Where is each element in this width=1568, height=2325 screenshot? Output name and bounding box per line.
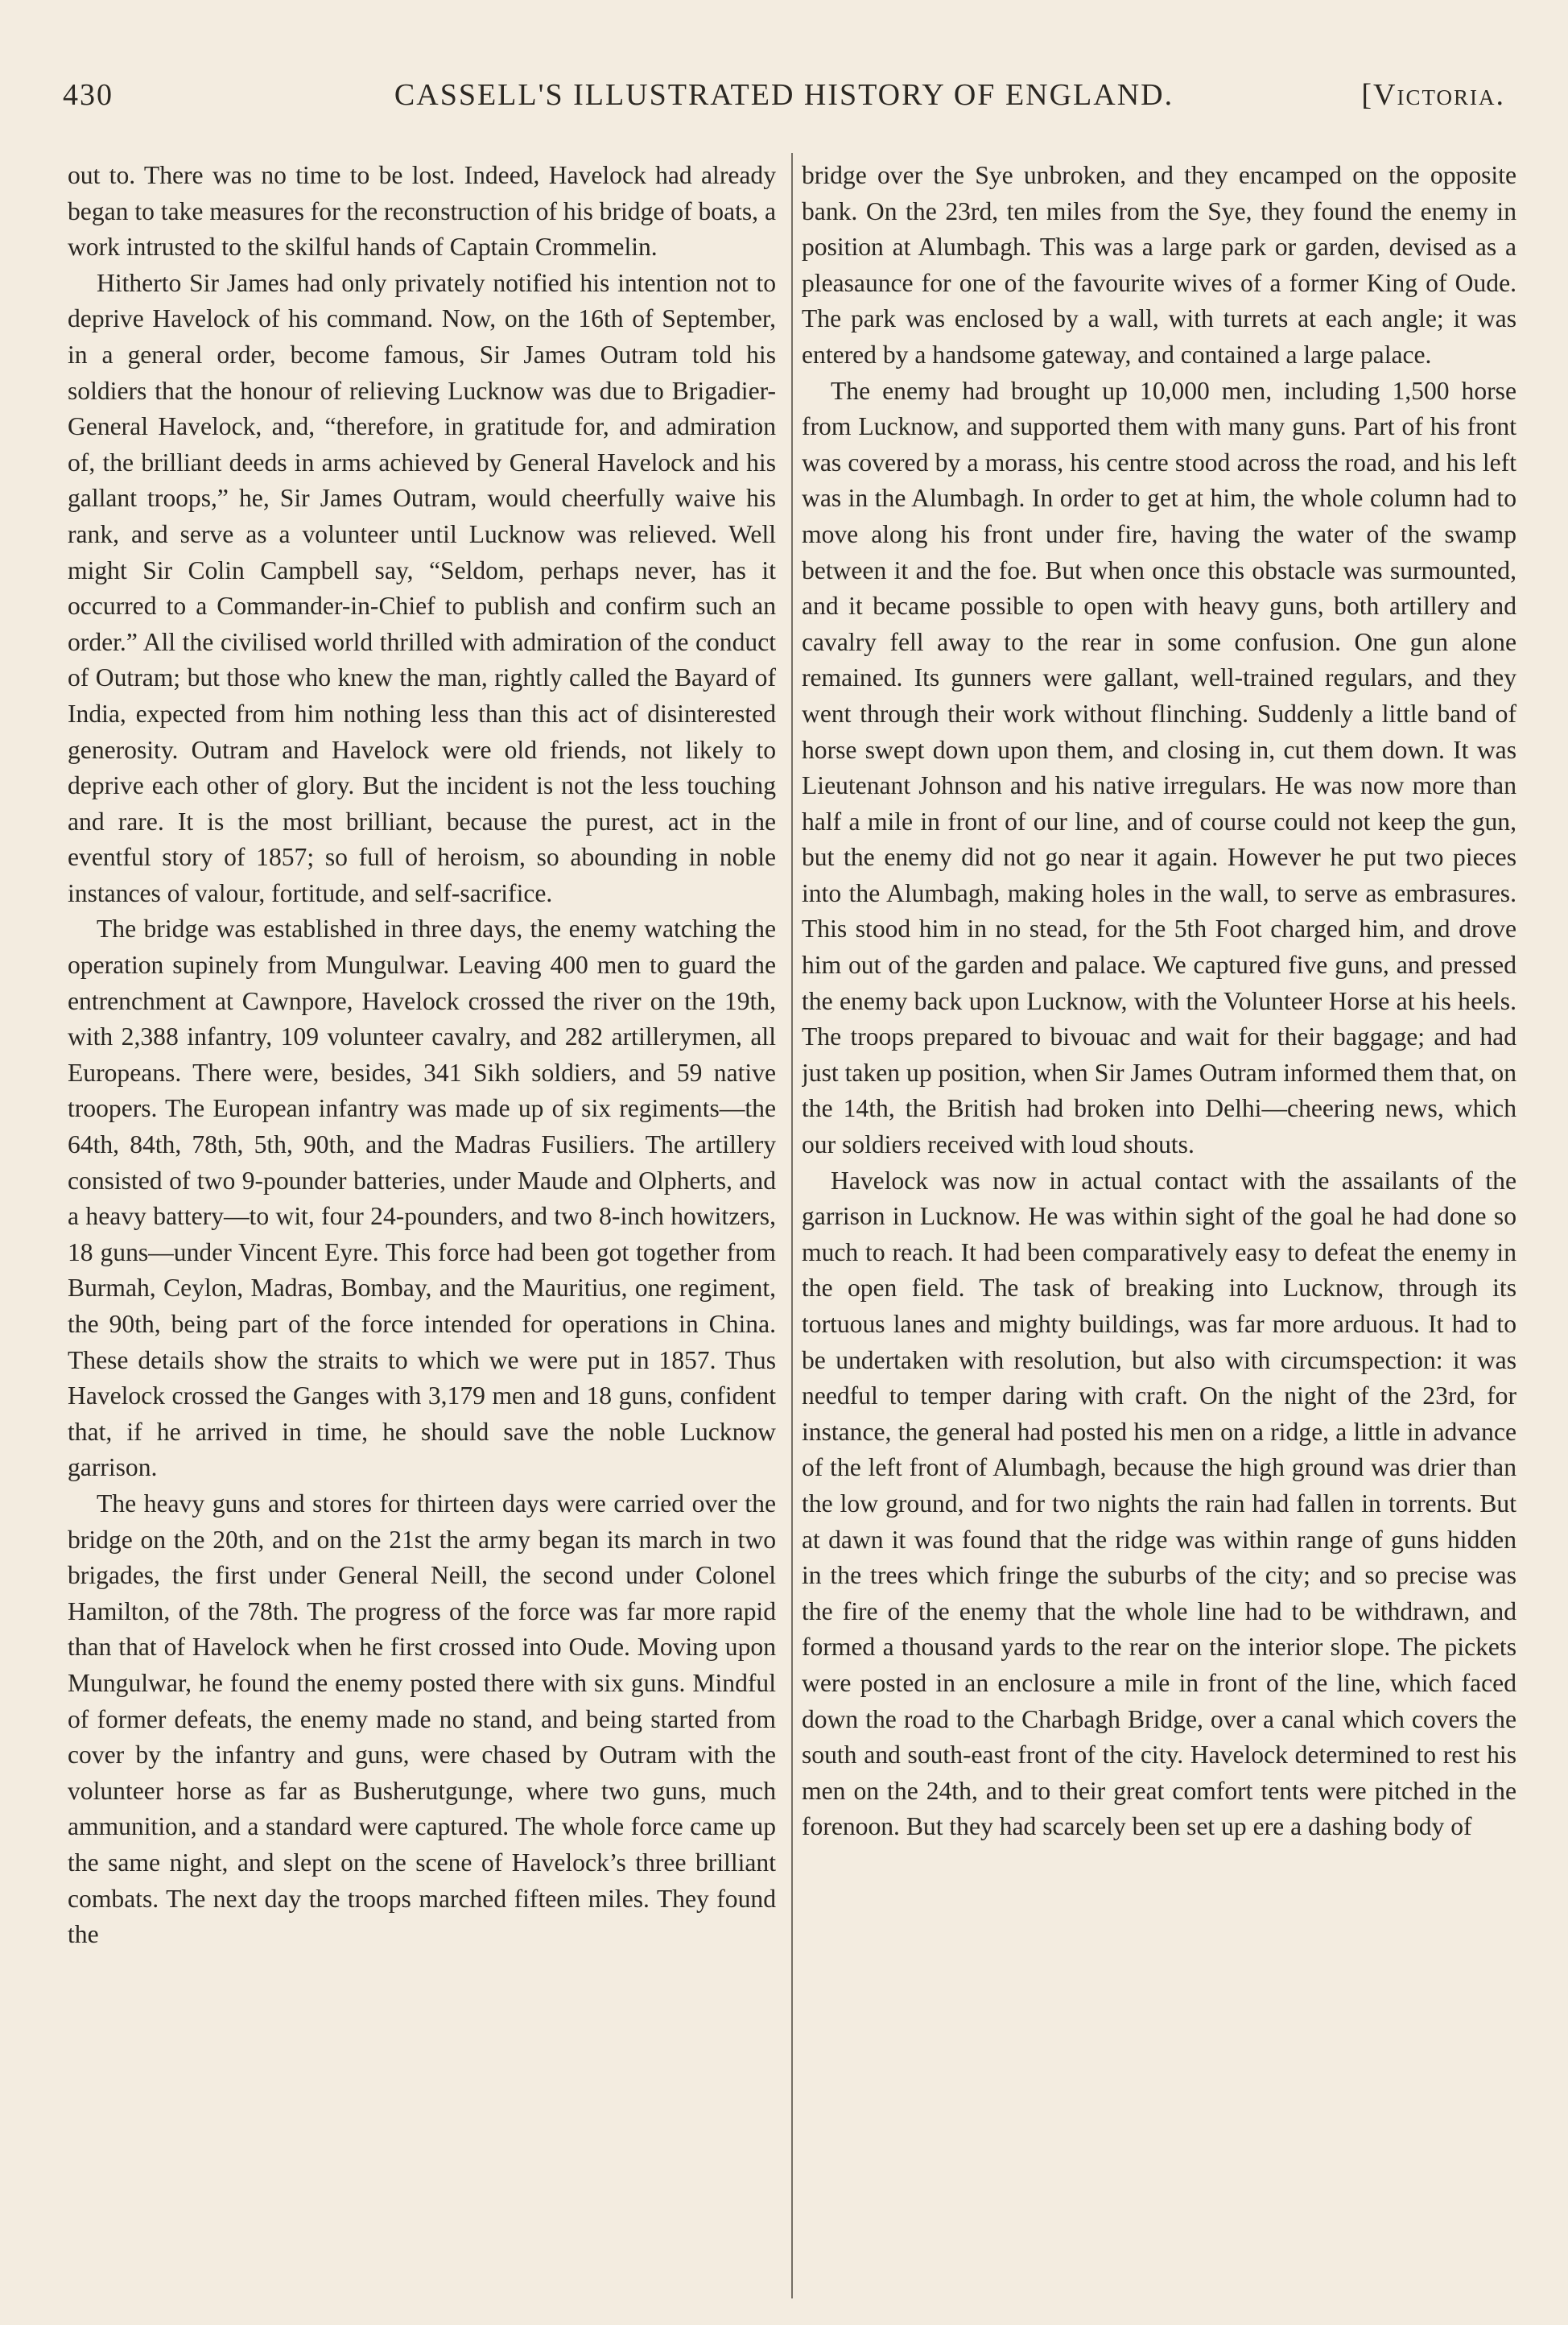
page-number: 430: [63, 78, 113, 112]
paragraph: Hitherto Sir James had only privately notified his intention not to deprive Havelock of his command. Now, on the 16th of September, in a general order, become famous, Sir James Outram told his soldiers that the honour of relieving Lucknow was due to Brigadier-General Havelock, and, “therefore, in gratitude for, and admiration of, the brilliant deeds in arms achieved by General Havelock and his gallant troops,” he, Sir James Outram, would cheerfully waive his rank, and serve as a volunteer until Lucknow was relieved. Well might Sir Colin Campbell say, “Seldom, perhaps never, has it occurred to a Commander-in-Chief to publish and confirm such an order.” All the civilised world thrilled with admiration of the conduct of Outram; but those who knew the man, rightly called the Bayard of India, expected from him nothing less than this act of disinterested generosity. Outram and Havelock were old friends, not likely to deprive each other of glory. But the incident is not the less touching and rare. It is the most brilliant, because the purest, act in the eventful story of 1857; so full of heroism, so abounding in noble instances of valour, fortitude, and self-sacrifice.: [68, 268, 776, 907]
reign-marker: [Victoria.: [1361, 78, 1505, 112]
running-header: [63, 77, 1505, 126]
paragraph: out to. There was no time to be lost. Indeed, Havelock had already began to take measures for the reconstruction of his bridge of boats, a work intrusted to the skilful hands of Captain Crommelin.: [68, 161, 776, 262]
paragraph: Havelock was now in actual contact with the assailants of the garrison in Lucknow. He was within sight of the goal he had done so much to reach. It had been comparatively easy to defeat the enemy in the open field. The task of breaking into Lucknow, through its tortuous lanes and mighty buildings, was far more arduous. It had to be undertaken with resolution, but also with circumspection: it was needful to temper daring with craft. On the night of the 23rd, for instance, the general had posted his men on a ridge, a little in advance of the left front of Alumbagh, because the high ground was drier than the low ground, and for two nights the rain had fallen in torrents. But at dawn it was found that the ridge was within range of guns hidden in the trees which fringe the suburbs of the city; and so precise was the fire of the enemy that the whole line had to be withdrawn, and formed a thousand yards to the rear on the interior slope. The pickets were posted in an enclosure a mile in front of the line, which faced down the road to the Charbagh Bridge, over a canal which covers the south and south-east front of the city. Havelock determined to rest his men on the 24th, and to their great comfort tents were pitched in the forenoon. But they had scarcely been set up ere a dashing body of: [802, 1166, 1516, 1841]
paragraph: The bridge was established in three days, the enemy watching the operation supinely from Mungulwar. Leaving 400 men to guard the entrenchment at Cawnpore, Havelock crossed the river on the 19th, with 2,388 infantry, 109 volunteer cavalry, and 282 artillerymen, all Europeans. There were, besides, 341 Sikh soldiers, and 59 native troopers. The European infantry was made up of six regiments—the 64th, 84th, 78th, 5th, 90th, and the Madras Fusiliers. The artillery consisted of two 9-pounder batteries, under Maude and Olpherts, and a heavy battery—to wit, four 24-pounders, and two 8-inch howitzers, 18 guns—under Vincent Eyre. This force had been got together from Burmah, Ceylon, Madras, Bombay, and the Mauritius, one regiment, the 90th, being part of the force intended for operations in China. These details show the straits to which we were put in 1857. Thus Havelock crossed the Ganges with 3,179 men and 18 guns, confident that, if he arrived in time, he should save the noble Lucknow garrison.: [68, 915, 776, 1482]
paragraph: bridge over the Sye unbroken, and they encamped on the opposite bank. On the 23rd, ten miles from the Sye, they found the enemy in position at Alumbagh. This was a large park or garden, devised as a pleasaunce for one of the favourite wives of a former King of Oude. The park was enclosed by a wall, with turrets at each angle; it was entered by a handsome gateway, and contained a large palace.: [802, 161, 1516, 369]
paragraph: The enemy had brought up 10,000 men, including 1,500 horse from Lucknow, and supported them with many guns. Part of his front was covered by a morass, his centre stood across the road, and his left was in the Alumbagh. In order to get at him, the whole column had to move along his front under fire, having the water of the swamp between it and the foe. But when once this obstacle was surmounted, and it became possible to open with heavy guns, both artillery and cavalry fell away to the rear in some confusion. One gun alone remained. Its gunners were gallant, well-trained regulars, and they went through their work without flinching. Suddenly a little band of horse swept down upon them, and closing in, cut them down. It was Lieutenant Johnson and his native irregulars. He was now more than half a mile in front of our line, and of course could not keep the gun, but the enemy did not go near it again. However he put two pieces into the Alumbagh, making holes in the wall, to serve as embrasures. This stood him in no stead, for the 5th Foot charged him, and drove him out of the garden and palace. We captured five guns, and pressed the enemy back upon Lucknow, with the Volunteer Horse at his heels. The troops prepared to bivouac and wait for their baggage; and had just taken up position, when Sir James Outram informed them that, on the 14th, the British had broken into Delhi—cheering news, which our soldiers received with loud shouts.: [802, 376, 1516, 1159]
left-column: [68, 158, 776, 2291]
running-title: CASSELL'S ILLUSTRATED HISTORY OF ENGLAND.: [394, 78, 1174, 112]
text-columns: [63, 158, 1520, 2291]
right-column: [802, 158, 1516, 2291]
paragraph: The heavy guns and stores for thirteen days were carried over the bridge on the 20th, and on the 21st the army began its march in two brigades, the first under General Neill, the second under Colonel Hamilton, of the 78th. The progress of the force was far more rapid than that of Havelock when he first crossed into Oude. Moving upon Mungulwar, he found the enemy posted there with six guns. Mindful of former defeats, the enemy made no stand, and being started from cover by the infantry and guns, were chased by Outram with the volunteer horse as far as Busherutgunge, where two guns, much ammunition, and a standard were captured. The whole force came up the same night, and slept on the scene of Havelock’s three brilliant combats. The next day the troops marched fifteen miles. They found the: [68, 1489, 776, 1949]
